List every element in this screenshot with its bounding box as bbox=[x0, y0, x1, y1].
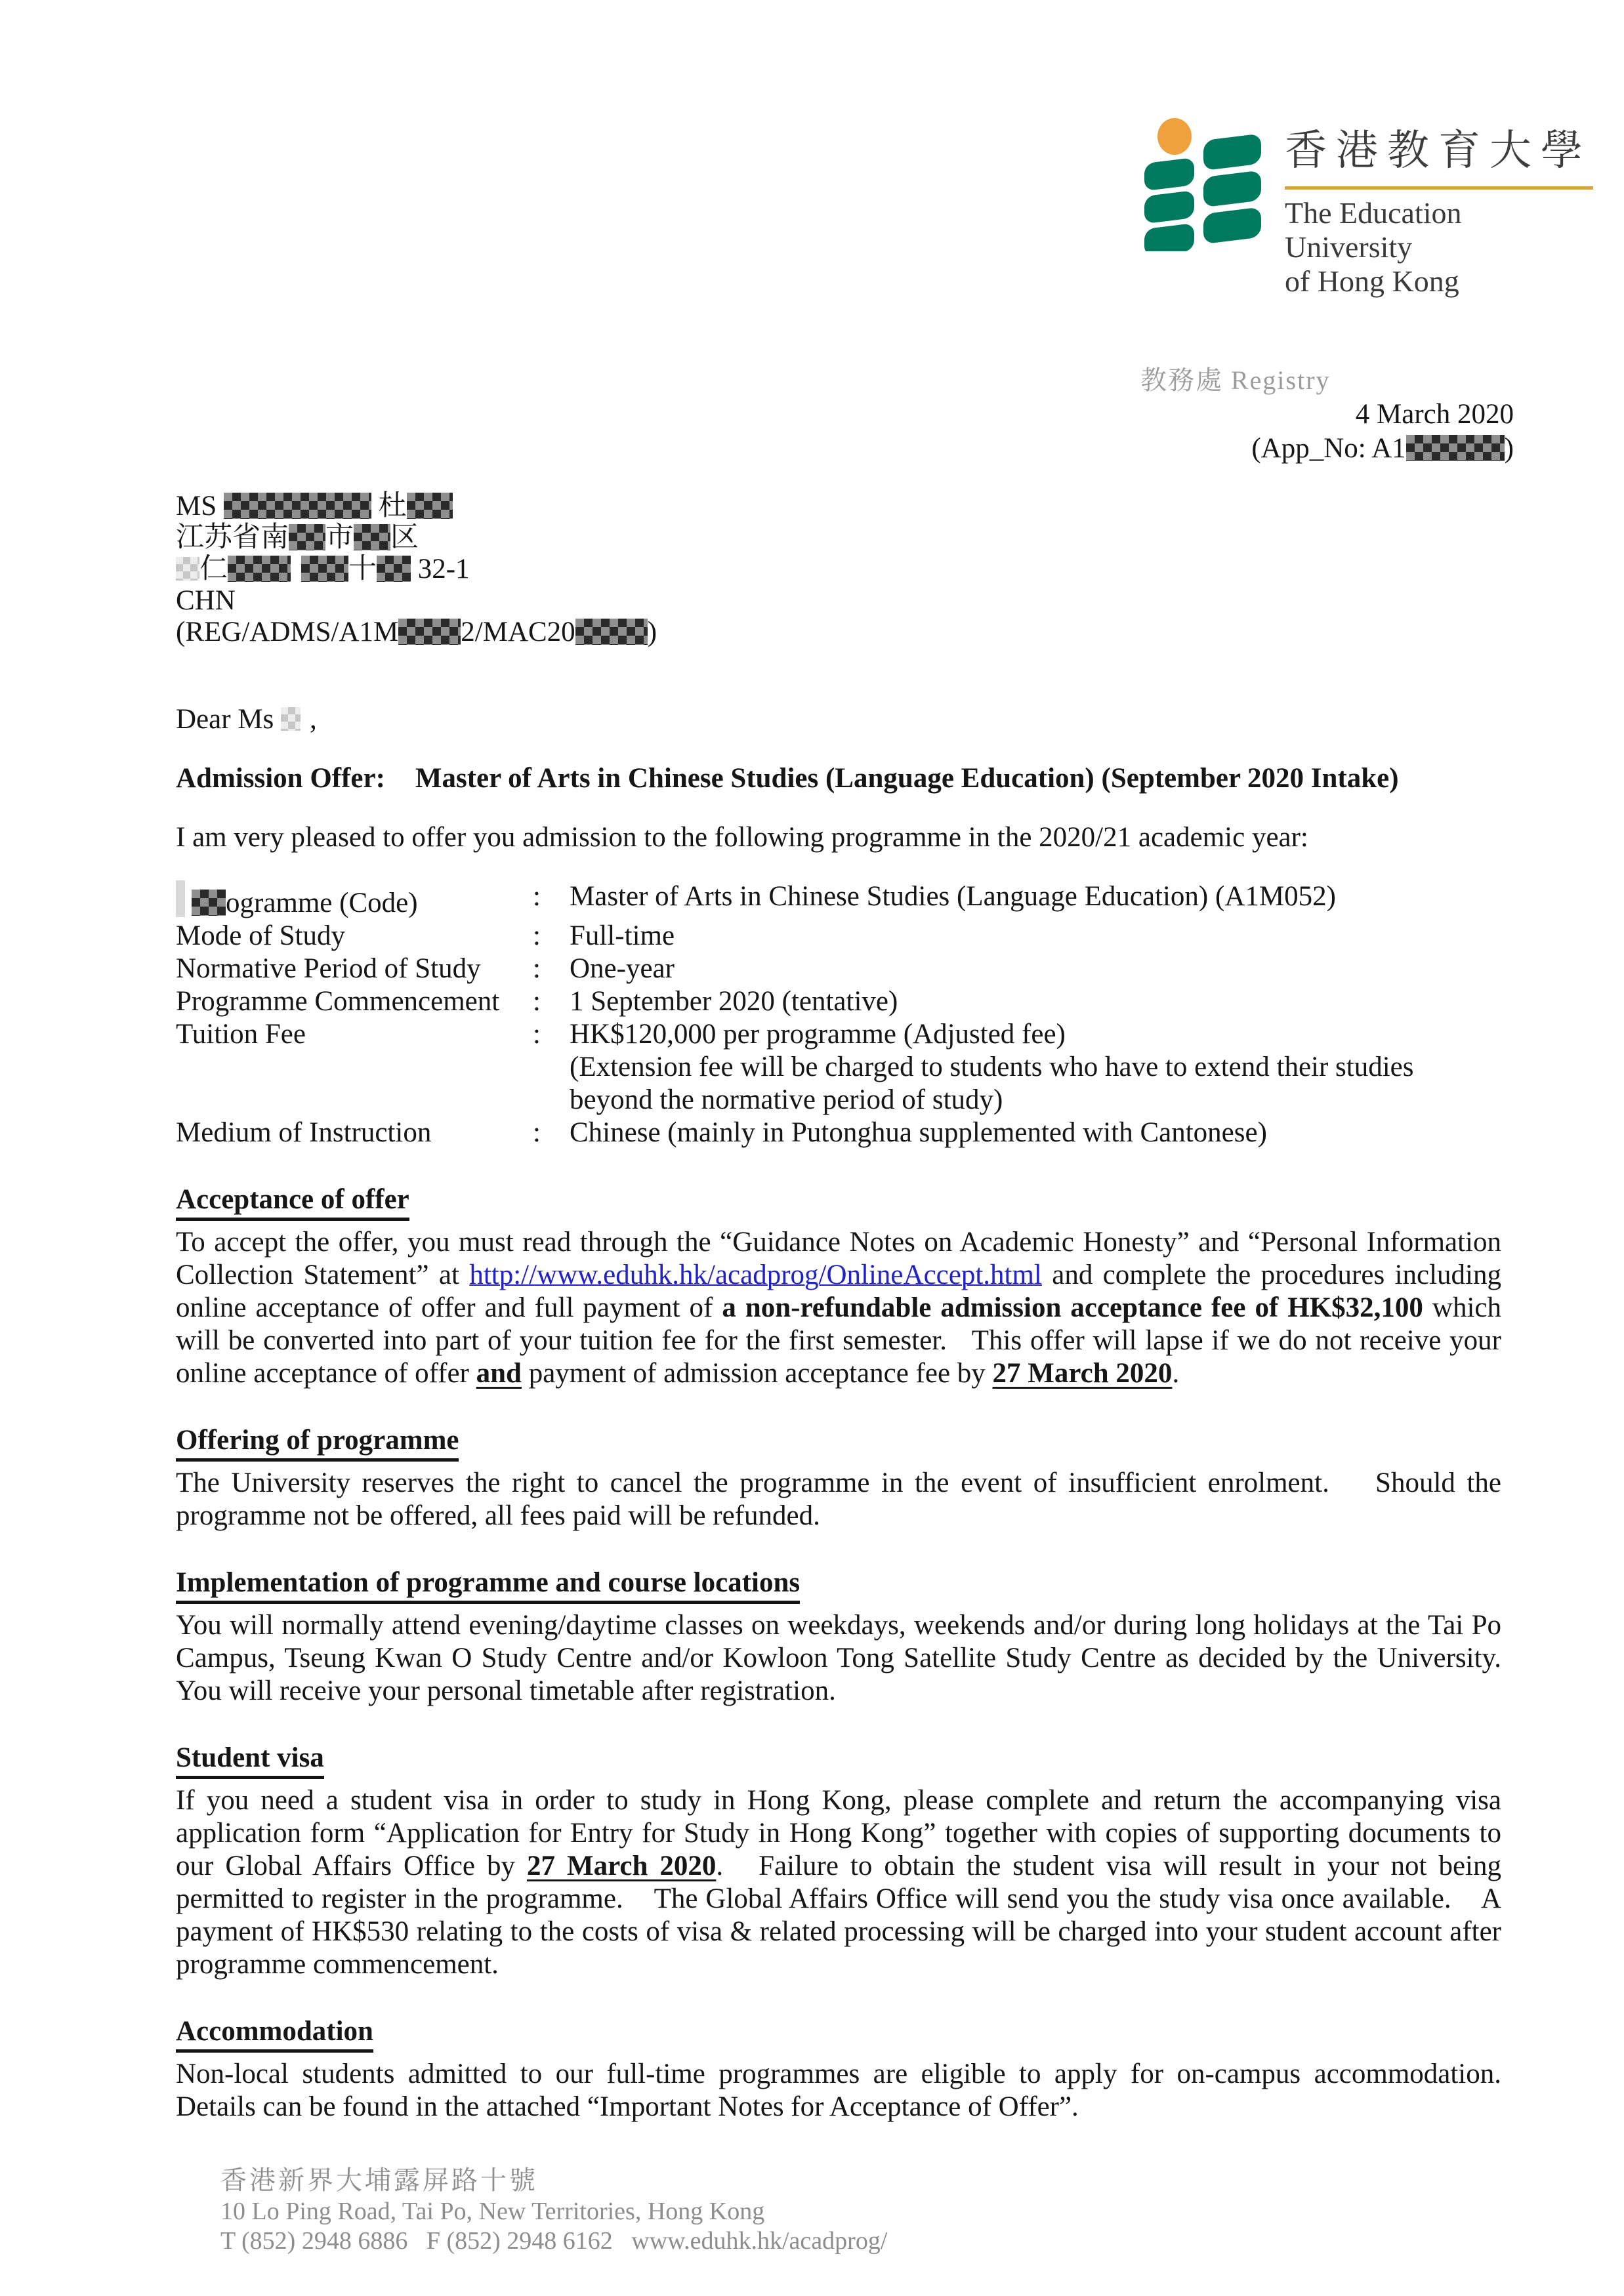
redaction-block bbox=[377, 556, 411, 582]
section-heading-student-visa: Student visa bbox=[176, 1742, 1501, 1779]
offering-paragraph: The University reserves the right to cancel the programme in the event of insufficient enrolment. Should the programme not be offered, all fees paid will be refunded. bbox=[176, 1467, 1509, 1531]
detail-label-programme: ogramme (Code) bbox=[176, 880, 533, 920]
eduhk-logo-mark-icon bbox=[1140, 117, 1265, 251]
detail-label-tuition-fee: Tuition Fee bbox=[176, 1019, 306, 1050]
detail-label-normative-period: Normative Period of Study bbox=[176, 953, 481, 984]
letter-body bbox=[176, 491, 1530, 2123]
redaction-block bbox=[228, 556, 291, 582]
detail-value-mode: Full-time bbox=[570, 920, 675, 951]
section-student-visa bbox=[176, 1742, 1509, 1981]
redaction-block bbox=[354, 524, 390, 550]
subject-label: Admission Offer: bbox=[176, 763, 385, 794]
redaction-block bbox=[176, 880, 185, 917]
section-heading-offering: Offering of programme bbox=[176, 1424, 1501, 1462]
redaction-block bbox=[398, 619, 461, 645]
redaction-block bbox=[575, 619, 648, 645]
footer bbox=[220, 2160, 887, 2256]
section-offering bbox=[176, 1424, 1509, 1532]
detail-label-medium: Medium of Instruction bbox=[176, 1117, 432, 1148]
salutation: Dear Ms , bbox=[176, 704, 317, 735]
address-line-country: CHN bbox=[176, 585, 236, 616]
letter-date: 4 March 2020 bbox=[1355, 399, 1514, 430]
detail-colon: : bbox=[533, 953, 541, 984]
logo-orange-dot bbox=[1157, 118, 1192, 155]
redaction-block bbox=[1406, 435, 1505, 461]
section-acceptance bbox=[176, 1183, 1509, 1390]
section-accommodation bbox=[176, 2015, 1530, 2123]
logo-divider bbox=[1285, 186, 1593, 190]
detail-value-normative-period: One-year bbox=[570, 953, 675, 984]
footer-contact: T (852) 2948 6886 F (852) 2948 6162 www.eduhk.hk/acadprog/ bbox=[220, 2227, 888, 2255]
redaction-block bbox=[289, 524, 325, 550]
footer-address-cn: 香港新界大埔露屏路十號 bbox=[220, 2165, 538, 2195]
footer-address-en: 10 Lo Ping Road, Tai Po, New Territories, Hong Kong bbox=[220, 2198, 765, 2225]
online-accept-link[interactable]: http://www.eduhk.hk/acadprog/OnlineAccept.html bbox=[469, 1260, 1042, 1290]
deadline-text: 27 March 2020 bbox=[992, 1358, 1173, 1389]
logo-text-block bbox=[1285, 117, 1593, 298]
visa-paragraph: If you need a student visa in order to study in Hong Kong, please complete and return the accompanying visa application form “Application for Entry for Study in Hong Kong” together with copies of supporting documents to our Global Affairs Office by 27 March 2020. Failure to obtain the student visa will result in your not being permitted to register in the programme. The Global Affairs Office will send you the study visa once available. A payment of HK$530 relating to the costs of visa & related processing will be charged into your student account after programme commencement. bbox=[176, 1785, 1509, 1980]
detail-label-mode: Mode of Study bbox=[176, 920, 345, 951]
redaction-block bbox=[301, 556, 348, 582]
subject-line bbox=[176, 762, 1501, 795]
detail-colon: : bbox=[533, 986, 541, 1017]
recipient-address bbox=[176, 491, 1501, 648]
address-line-street: 仁 十 32-1 bbox=[176, 554, 1501, 585]
logo-en-line1: The Education University bbox=[1285, 196, 1462, 264]
address-line-name: MS 杜 bbox=[176, 491, 1501, 522]
detail-value-medium: Chinese (mainly in Putonghua supplemented with Cantonese) bbox=[570, 1117, 1267, 1148]
acceptance-fee-text: a non-refundable admission acceptance fee of HK$32,100 bbox=[722, 1292, 1423, 1323]
accommodation-paragraph: Non-local students admitted to our full-time programmes are eligible to apply for on-campus accommodation. Details can be found in the attached “Important Notes for Acceptance of Offer”. bbox=[176, 2059, 1530, 2122]
section-implementation bbox=[176, 1567, 1530, 1708]
detail-colon: : bbox=[533, 1019, 541, 1050]
logo-cn-title: 香港教育大學 bbox=[1285, 127, 1592, 174]
logo-en-line2: of Hong Kong bbox=[1285, 264, 1459, 298]
detail-value-commencement: 1 September 2020 (tentative) bbox=[570, 986, 898, 1017]
detail-value-tuition-fee: HK$120,000 per programme (Adjusted fee) (Extension fee will be charged to students who have to extend their studies beyond the normative period of study) bbox=[570, 1018, 1501, 1117]
reference-line: (REG/ADMS/A1M 2/MAC20 ) bbox=[176, 617, 657, 647]
section-heading-acceptance: Acceptance of offer bbox=[176, 1183, 1501, 1221]
university-logo bbox=[1140, 117, 1593, 298]
address-line-province: 江苏省南 市 区 bbox=[176, 522, 419, 553]
subject-title: Master of Arts in Chinese Studies (Language Education) (September 2020 Intake) bbox=[415, 763, 1399, 794]
redaction-block bbox=[407, 493, 453, 519]
detail-colon: : bbox=[533, 1117, 541, 1148]
programme-details-table bbox=[176, 880, 1501, 1149]
acceptance-paragraph: To accept the offer, you must read through the “Guidance Notes on Academic Honesty” and “Personal Information Collection Statement” at http://www.eduhk.hk/acadprog/OnlineAccept.html and complete the procedures including online acceptance of offer and full payment of a non-refundable admission acceptance fee of HK$32,100 which will be converted into part of your tuition fee for the first semester. This offer will lapse if we do not receive your online acceptance of offer and payment of admission acceptance fee by 27 March 2020. bbox=[176, 1227, 1509, 1389]
tuition-note: (Extension fee will be charged to students who have to extend their studies beyond the normative period of study) bbox=[570, 1052, 1414, 1115]
logo-en-title bbox=[1285, 196, 1593, 298]
detail-colon: : bbox=[533, 920, 541, 951]
redaction-block bbox=[224, 493, 371, 519]
detail-value-programme: Master of Arts in Chinese Studies (Language Education) (A1M052) bbox=[570, 881, 1336, 912]
detail-colon: : bbox=[533, 881, 541, 912]
redaction-block bbox=[281, 707, 301, 731]
implementation-paragraph: You will normally attend evening/daytime classes on weekdays, weekends and/or during long holidays at the Tai Po Campus, Tseung Kwan O Study Centre and/or Kowloon Tong Satellite Study Centre as decided by the University. You will receive your personal timetable after registration. bbox=[176, 1610, 1530, 1706]
section-heading-accommodation: Accommodation bbox=[176, 2015, 1501, 2053]
section-heading-implementation: Implementation of programme and course locations bbox=[176, 1567, 1501, 1604]
redaction-block bbox=[192, 890, 226, 916]
date-block bbox=[1251, 398, 1514, 466]
redaction-block bbox=[176, 557, 199, 581]
deadline-text: 27 March 2020 bbox=[527, 1851, 717, 1881]
registry-label: 教務處 Registry bbox=[1140, 365, 1331, 395]
app-no: (App_No: A1 ) bbox=[1251, 433, 1514, 464]
intro-paragraph: I am very pleased to offer you admission to the following programme in the 2020/21 academic year: bbox=[176, 822, 1308, 853]
detail-label-commencement: Programme Commencement bbox=[176, 986, 500, 1017]
